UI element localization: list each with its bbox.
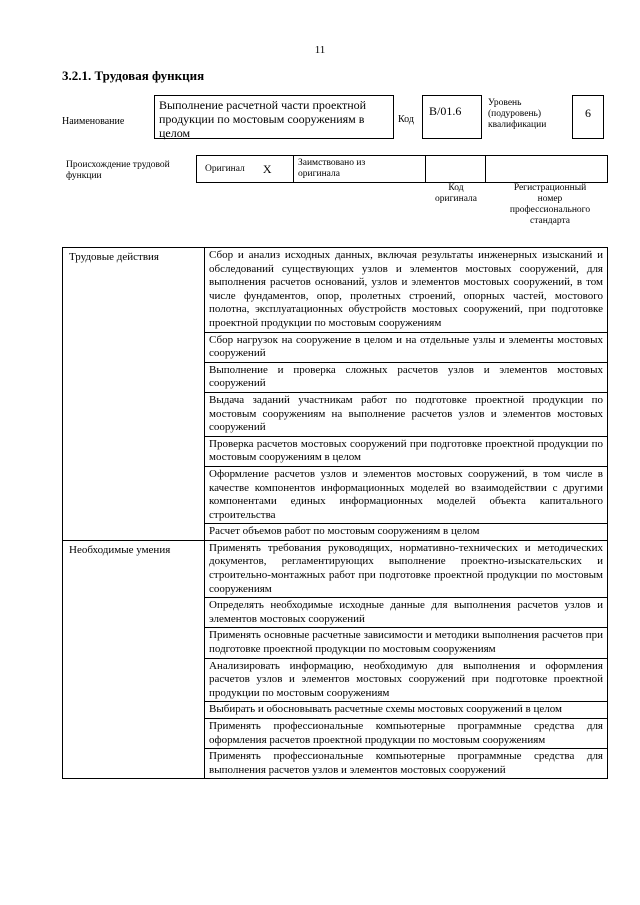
original-label: Оригинал bbox=[205, 164, 245, 174]
registration-number-cell bbox=[486, 155, 608, 183]
registration-label-line: стандарта bbox=[530, 216, 570, 226]
registration-label-line: профессионального bbox=[509, 205, 591, 215]
registration-label-line: Регистрационный bbox=[513, 183, 587, 193]
required-skill-item: Применять профессиональные компьютерные программные средства для выполнения расчетов узлов и элементов мостовых сооружений bbox=[205, 749, 608, 779]
function-name-line: продукции по мостовым сооружениям в bbox=[159, 112, 365, 126]
labor-action-item: Выполнение и проверка сложных расчетов узлов и элементов мостовых сооружений bbox=[205, 362, 608, 392]
code-label: Код bbox=[398, 114, 414, 125]
table-row bbox=[63, 540, 608, 597]
name-label: Наименование bbox=[62, 116, 125, 127]
level-label-line: Уровень bbox=[488, 98, 522, 108]
origin-row bbox=[196, 155, 608, 183]
required-skill-item: Анализировать информацию, необходимую для выполнения и оформления расчетов узлов и элементов мостовых сооружений при подготовке проектной продукции по мостовым сооружениям bbox=[205, 658, 608, 702]
level-value: 6 bbox=[585, 106, 591, 120]
registration-label-line: номер bbox=[537, 194, 563, 204]
function-details-table bbox=[62, 247, 608, 779]
origin-label bbox=[66, 160, 170, 182]
original-code-cell bbox=[426, 155, 486, 183]
level-label bbox=[488, 98, 546, 131]
level-value-box bbox=[572, 95, 604, 139]
required-skills-label: Необходимые умения bbox=[63, 540, 205, 779]
required-skill-item: Применять требования руководящих, нормативно-технических и методических документов, регламентирующих выполнение проектно-изыскательских и строительно-монтажных работ при подготовке проектной продукции по мостовым сооружениям bbox=[205, 540, 608, 597]
table-row bbox=[63, 248, 608, 333]
code-value-box bbox=[422, 95, 482, 139]
labor-action-item: Выдача заданий участникам работ по подготовке проектной продукции по мостовым сооружениям на выполнение расчетов узлов и элементов мостовых сооружений bbox=[205, 392, 608, 436]
original-mark: X bbox=[262, 161, 272, 176]
code-value: B/01.6 bbox=[429, 104, 462, 118]
labor-action-item: Проверка расчетов мостовых сооружений при подготовке проектной продукции по мостовым сооружениям в целом bbox=[205, 436, 608, 466]
required-skill-item: Применять профессиональные компьютерные программные средства для оформления расчетов проектной продукции по мостовым сооружениям bbox=[205, 719, 608, 749]
required-skill-item: Определять необходимые исходные данные для выполнения расчетов узлов и элементов мостовых сооружений bbox=[205, 598, 608, 628]
required-skill-item: Применять основные расчетные зависимости и методики выполнения расчетов при подготовке проектной продукции по мостовым сооружениям bbox=[205, 628, 608, 658]
level-label-line: квалификации bbox=[488, 120, 547, 130]
borrowed-label-line: оригинала bbox=[298, 169, 340, 179]
original-cell bbox=[196, 155, 294, 183]
borrowed-label-line: Заимствовано из bbox=[298, 158, 366, 168]
section-title: 3.2.1. Трудовая функция bbox=[62, 68, 205, 83]
labor-action-item: Сбор и анализ исходных данных, включая результаты инженерных изысканий и обследований существующих узлов и элементов мостовых сооружений, для выполнения расчетов оснований, узлов и элементов мостовых сооружений, в том числе фундаментов, опор, пролетных строений, опорных частей, мостового полотна, эксплуатационных обустройств мостовых сооружений, при подготовке проектной продукции по мостовым сооружениям bbox=[205, 248, 608, 333]
labor-actions-label: Трудовые действия bbox=[63, 248, 205, 541]
code-original-label-line: оригинала bbox=[435, 194, 477, 204]
origin-label-line: функции bbox=[66, 171, 102, 181]
origin-label-line: Происхождение трудовой bbox=[66, 160, 170, 170]
labor-action-item: Сбор нагрузок на сооружение в целом и на отдельные узлы и элементы мостовых сооружений bbox=[205, 332, 608, 362]
labor-action-item: Оформление расчетов узлов и элементов мостовых сооружений, в том числе в качестве компонентов информационных моделей во взаимодействии с другими компонентами единых информационных моделей объекта капитального строительства bbox=[205, 466, 608, 523]
registration-label bbox=[492, 183, 608, 227]
page-number: 11 bbox=[314, 44, 326, 56]
code-original-label bbox=[426, 183, 486, 205]
level-label-line: (подуровень) bbox=[488, 109, 542, 119]
required-skill-item: Выбирать и обосновывать расчетные схемы мостовых сооружений в целом bbox=[205, 702, 608, 719]
function-name-line: Выполнение расчетной части проектной bbox=[159, 98, 367, 112]
labor-action-item: Расчет объемов работ по мостовым сооружениям в целом bbox=[205, 524, 608, 541]
code-original-label-line: Код bbox=[448, 183, 464, 193]
function-name-box bbox=[154, 95, 394, 139]
borrowed-cell bbox=[294, 155, 426, 183]
function-name-line: целом bbox=[159, 126, 191, 140]
